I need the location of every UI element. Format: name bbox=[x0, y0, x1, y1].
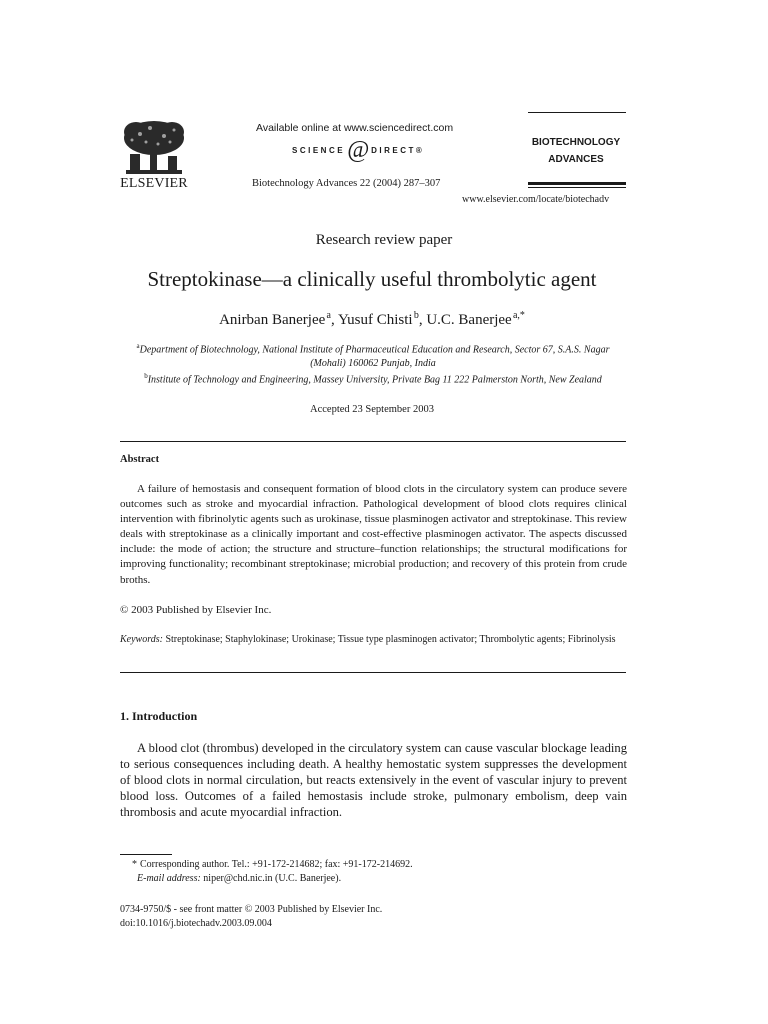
affiliation-mark: a bbox=[136, 342, 140, 350]
abstract-copyright: © 2003 Published by Elsevier Inc. bbox=[120, 604, 272, 616]
journal-name-line2: ADVANCES bbox=[548, 154, 604, 165]
footnote-corresponding-text: Corresponding author. Tel.: +91-172-214682; fax: +91-172-214692. bbox=[140, 859, 413, 870]
abstract-text: A failure of hemostasis and consequent formation of blood clots in the circulatory system can produce severe outcomes such as stroke and myocardial infraction. Pathological development of blood clots requires clinical intervention with fibrinolytic agents such as urokinase, tissue plasminogen activator and streptokinase. This review deals with streptokinase as a clinically important and cost-effective plasminogen activator. The aspects discussed include: the mode of action; the structure and structure–function relationships; the structural modifications for improving functionality; recombinant streptokinase; microbial production; and recovery of this protein from crude broths. bbox=[120, 483, 627, 586]
abstract-rule-top bbox=[120, 441, 626, 442]
author-affiliation-mark: a bbox=[326, 310, 331, 321]
footnote-corresponding bbox=[120, 859, 413, 870]
footnote-email bbox=[120, 873, 341, 884]
keywords-label: Keywords: bbox=[120, 634, 163, 645]
abstract-rule-bottom bbox=[120, 672, 626, 673]
available-online-text: Available online at www.sciencedirect.com bbox=[256, 122, 454, 134]
journal-name-rule-thin bbox=[528, 187, 626, 188]
affiliations bbox=[120, 340, 626, 387]
accepted-date: Accepted 23 September 2003 bbox=[310, 404, 434, 415]
science-direct-left: SCIENCE bbox=[292, 145, 346, 155]
affiliation-text: Institute of Technology and Engineering, Massey University, Private Bag 11 222 Palmerston North, New Zealand bbox=[147, 374, 602, 386]
journal-name-rule-thick bbox=[528, 182, 626, 185]
issn-line: 0734-9750/$ - see front matter © 2003 Published by Elsevier Inc. bbox=[120, 904, 383, 915]
affiliation-text: Department of Biotechnology, National Institute of Pharmaceutical Education and Research, Sector 67, S.A.S. Nagar (Mohali) 160062 Punjab, India bbox=[139, 344, 610, 369]
journal-name-block bbox=[526, 134, 626, 168]
author-affiliation-mark: a,* bbox=[512, 310, 525, 321]
journal-url: www.elsevier.com/locate/biotechadv bbox=[462, 194, 610, 205]
author-list: Anirban Banerjee $^a$, Yusuf Chisti $^b$, U.C. Banerjee $^{a,*}$ bbox=[219, 310, 525, 328]
author-name: Anirban Banerjee bbox=[219, 312, 326, 328]
section-body: A blood clot (thrombus) developed in the circulatory system can cause vascular blockage leading to serious consequences including death. A healthy hemostatic system suppresses the development of blood clots in normal circulation, but reacts extensively in the event of vascular injury to prevent blood loss. Outcomes of a failed hemostasis include stroke, pulmonary embolism, deep vain thrombosis and acute myocardial infraction. bbox=[120, 741, 627, 819]
journal-citation: Biotechnology Advances 22 (2004) 287–307 bbox=[252, 178, 441, 189]
article-type: Research review paper bbox=[315, 232, 453, 248]
article-title: Streptokinase—a clinically useful thrombolytic agent bbox=[147, 267, 597, 291]
abstract-heading: Abstract bbox=[120, 454, 160, 465]
science-direct-right: DIRECT® bbox=[371, 145, 425, 155]
author-name: Yusuf Chisti bbox=[337, 312, 413, 328]
science-direct-at-icon: @ bbox=[347, 137, 370, 163]
doi-line[interactable]: doi:10.1016/j.biotechadv.2003.09.004 bbox=[120, 918, 272, 929]
affiliation-mark: b bbox=[144, 372, 148, 381]
science-direct-logo bbox=[292, 137, 425, 163]
publisher-name: ELSEVIER bbox=[120, 176, 188, 191]
footnote-mark: * bbox=[132, 859, 137, 870]
footnote-rule bbox=[120, 854, 172, 855]
author-affiliation-mark: b bbox=[413, 310, 419, 321]
affiliation bbox=[120, 370, 626, 387]
affiliation bbox=[120, 340, 626, 370]
keywords bbox=[120, 633, 627, 647]
journal-name-line1: BIOTECHNOLOGY bbox=[531, 137, 621, 148]
journal-name-rule-top bbox=[528, 112, 626, 113]
section-heading: 1. Introduction bbox=[120, 709, 198, 723]
email-link[interactable]: niper@chd.nic.in (U.C. Banerjee). bbox=[203, 873, 342, 884]
elsevier-tree-logo bbox=[120, 118, 188, 176]
email-label: E-mail address: bbox=[137, 873, 201, 884]
author-name: U.C. Banerjee bbox=[426, 312, 512, 328]
keywords-list: Streptokinase; Staphylokinase; Urokinase; Tissue type plasminogen activator; Thrombolytic agents; Fibrinolysis bbox=[165, 634, 616, 645]
